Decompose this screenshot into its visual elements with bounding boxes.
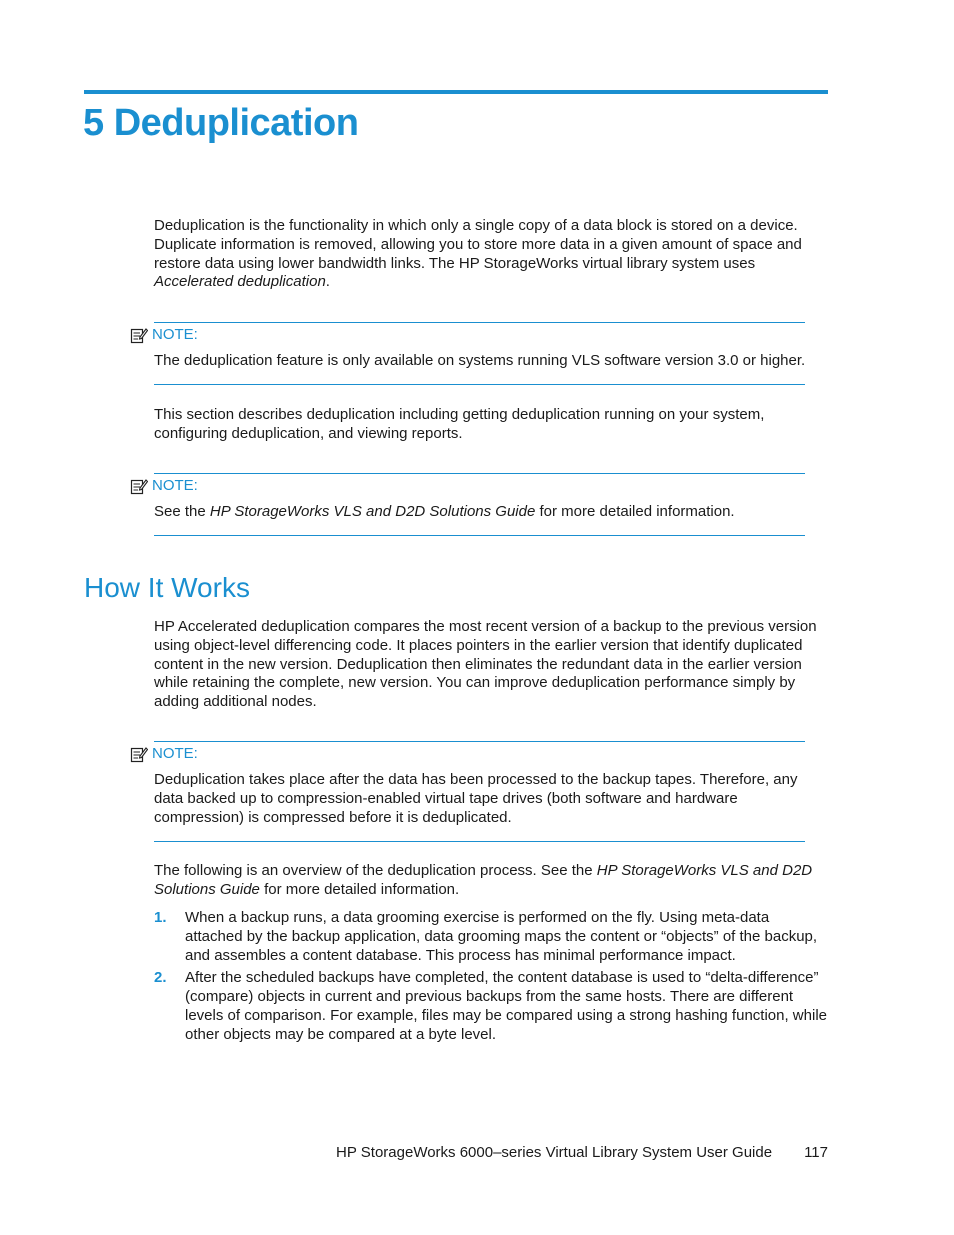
note-pad-icon — [130, 326, 148, 344]
chapter-rule — [84, 90, 828, 94]
step-number: 2. — [154, 969, 167, 987]
footer-guide-title: HP StorageWorks 6000–series Virtual Library System User Guide — [336, 1144, 773, 1161]
step-number: 1. — [154, 909, 167, 926]
note-label: NOTE: — [152, 326, 198, 343]
note-header — [130, 745, 198, 765]
note-top-rule — [154, 473, 805, 474]
list-item — [154, 969, 830, 1044]
note-bottom-rule — [154, 841, 805, 842]
step-text: After the scheduled backups have completed, the content database is used to “delta-difference” (compare) objects in current and previous backups from the same hosts. There are different levels of comparison. For example, files may be compared using a strong hashing function, while other objects may be compared at a byte level. — [185, 969, 827, 1043]
step-text: When a backup runs, a data grooming exercise is performed on the fly. Using meta-data attached by the backup application, data grooming maps the content or “objects” of the backup, and assembles a content database. This process has minimal performance impact. — [185, 909, 818, 964]
guide-reference: HP StorageWorks VLS and D2D Solutions Guide — [154, 862, 813, 898]
intro-emphasis: Accelerated deduplication — [154, 273, 326, 291]
note-body — [154, 502, 814, 521]
intro-text-end: . — [325, 273, 330, 291]
note-header — [130, 326, 198, 346]
intro-paragraph — [154, 217, 830, 292]
section-description: This section describes deduplication including getting deduplication running on your system, configuring deduplication, and viewing reports. — [154, 406, 765, 442]
note-pad-icon — [130, 745, 148, 763]
note-text: See the — [154, 503, 210, 520]
note-bottom-rule — [154, 384, 805, 385]
overview-text: The following is an overview of the deduplication process. See the — [154, 862, 597, 879]
overview-text-end: for more detailed information. — [259, 880, 460, 898]
note-top-rule — [154, 741, 805, 742]
note-label: NOTE: — [152, 745, 198, 762]
note-top-rule — [154, 322, 805, 323]
guide-reference: HP StorageWorks VLS and D2D Solutions Guide — [209, 503, 536, 520]
process-steps — [154, 909, 830, 1049]
note-body: The deduplication feature is only available on systems running VLS software version 3.0 or higher. — [154, 352, 806, 369]
note-pad-icon — [130, 477, 148, 495]
page-footer — [336, 1144, 828, 1161]
list-item — [154, 909, 830, 965]
note-label: NOTE: — [152, 477, 198, 494]
overview-paragraph — [154, 862, 830, 900]
note-bottom-rule — [154, 535, 805, 536]
note-text-end: for more detailed information. — [535, 503, 735, 520]
how-it-works-paragraph: HP Accelerated deduplication compares the most recent version of a backup to the previous version using object-level differencing code. It places pointers in the earlier version that identify duplicated content in the new version. Deduplication then eliminates the redundant data in the earlier version while retaining the complete, new version. You can improve deduplication performance simply by adding additional nodes. — [154, 618, 817, 711]
intro-text: Deduplication is the functionality in which only a single copy of a data block is stored on a device. Duplicate information is removed, allowing you to store more data in a given amount of space and restore data using lower bandwidth links. The HP StorageWorks virtual library system uses — [154, 217, 802, 272]
section-title: How It Works — [84, 572, 250, 603]
page-number: 117 — [804, 1144, 828, 1161]
chapter-title: 5 Deduplication — [83, 102, 359, 144]
note-body: Deduplication takes place after the data has been processed to the backup tapes. Therefore, any data backed up to compression-enabled virtual tape drives (both software and hardware compression) is compressed before it is deduplicated. — [154, 771, 798, 826]
note-header — [130, 477, 198, 497]
